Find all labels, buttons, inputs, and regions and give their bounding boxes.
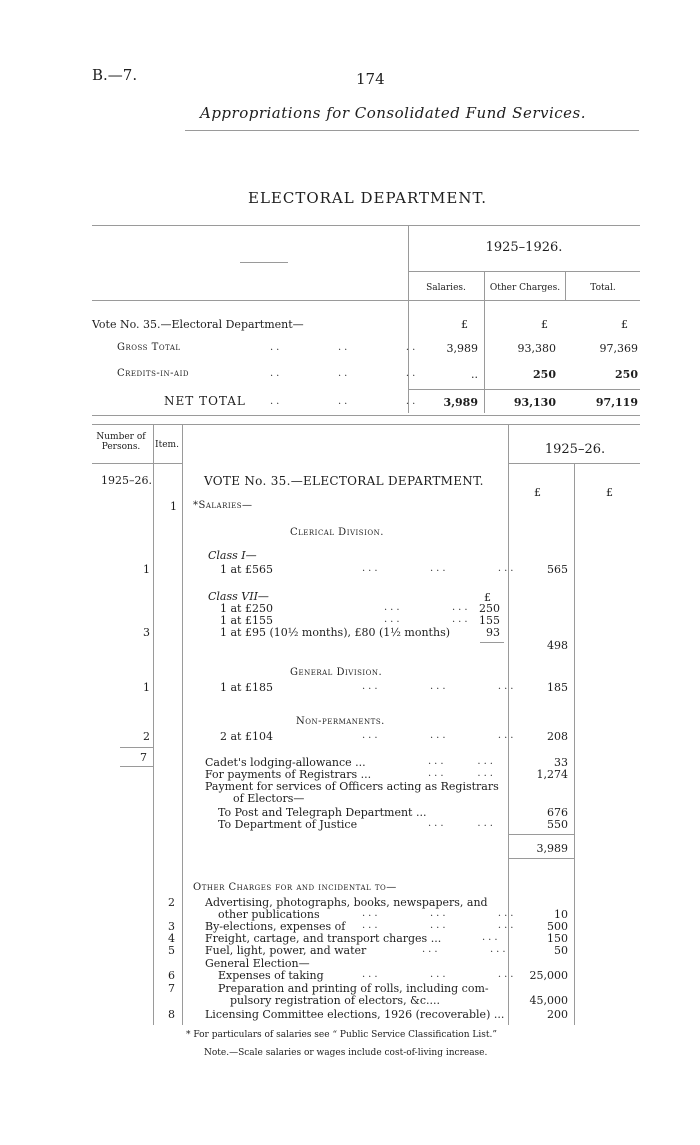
summary-year-rule	[408, 271, 640, 272]
other-item-number: 7	[168, 982, 175, 995]
salaries-total: 3,989	[536, 842, 568, 855]
detail-col-item: Item.	[155, 440, 179, 450]
general-heading: General Division.	[290, 667, 383, 678]
summary-bottom-rule	[92, 415, 640, 416]
summary-cell: 93,130	[513, 396, 556, 409]
summary-cell: 97,119	[595, 396, 638, 409]
misc-line: of Electors—	[233, 792, 305, 805]
other-item-text: General Election—	[205, 957, 310, 970]
summary-cell: ..	[471, 368, 478, 381]
summary-cell: 97,369	[599, 342, 638, 355]
class7-persons: 3	[143, 626, 150, 639]
summary-head-rule	[92, 300, 640, 301]
detail-divider-amount	[508, 424, 509, 1025]
detail-col-year: 1925–26.	[544, 442, 606, 457]
other-item-number: 4	[168, 932, 175, 945]
other-item-text: Advertising, photographs, books, newspapers, and	[205, 896, 488, 909]
misc-line: Cadet's lodging-allowance ...	[205, 756, 366, 769]
summary-col-salaries: Salaries.	[426, 283, 466, 293]
other-item-amount: 10	[554, 908, 568, 921]
summary-row-label: Credits-in-aid	[117, 368, 189, 379]
clerical-heading: Clerical Division.	[290, 527, 384, 538]
other-item-text: Fuel, light, power, and water	[205, 944, 367, 957]
nonperm-persons: 2	[143, 730, 150, 743]
class1-label: Class I—	[208, 549, 257, 562]
misc-line: To Department of Justice	[218, 818, 358, 831]
salaries-total-rule	[508, 858, 574, 859]
summary-cell: 250	[615, 368, 638, 381]
misc-line: Payment for services of Officers acting as Registrars	[205, 780, 499, 793]
summary-year: 1925–1926.	[485, 240, 563, 255]
summary-net-rule	[408, 389, 640, 390]
detail-currency-left: £	[534, 486, 541, 499]
summary-currency-total: £	[621, 318, 628, 331]
summary-row-label: Gross Total	[117, 342, 181, 353]
class7-currency: £	[484, 591, 491, 604]
persons-total-rule	[120, 766, 153, 767]
summary-cell: 250	[533, 368, 556, 381]
class7-line: 1 at £250	[220, 602, 273, 615]
other-item-number: 2	[168, 896, 175, 909]
summary-cell: 93,380	[517, 342, 556, 355]
misc-amount: 1,274	[536, 768, 568, 781]
general-persons: 1	[143, 681, 150, 694]
nonperm-amount: 208	[547, 730, 568, 743]
class1-line: 1 at £565	[220, 563, 273, 576]
page-subtitle: Appropriations for Consolidated Fund Services.	[200, 104, 587, 122]
summary-row-label: NET TOTAL	[164, 394, 246, 408]
class7-sum-rule	[480, 642, 504, 643]
summary-top-rule	[92, 225, 640, 226]
detail-divider-number	[153, 424, 154, 1025]
detail-divider-subtotal	[574, 463, 575, 1025]
note: Note.—Scale salaries or wages include cost-of-living increase.	[204, 1048, 488, 1058]
class1-persons: 1	[143, 563, 150, 576]
detail-year-left: 1925–26.	[101, 474, 152, 487]
other-item-text: Preparation and printing of rolls, including com-	[218, 982, 489, 995]
misc-line: For payments of Registrars ...	[205, 768, 372, 781]
summary-col-total: Total.	[590, 283, 616, 293]
other-item-text: other publications	[218, 908, 320, 921]
detail-divider-item	[182, 424, 183, 1025]
other-item-number: 8	[168, 1008, 175, 1021]
department-title: ELECTORAL DEPARTMENT.	[248, 189, 488, 207]
general-amount: 185	[547, 681, 568, 694]
class7-label: Class VII—	[208, 590, 269, 603]
misc-amount: 33	[554, 756, 568, 769]
other-item-amount: 45,000	[529, 994, 568, 1007]
class1-amount: 565	[547, 563, 568, 576]
other-item-text: Expenses of taking	[218, 969, 324, 982]
detail-col-number: Number of Persons.	[96, 432, 146, 452]
other-item-amount: 50	[554, 944, 568, 957]
misc-line: To Post and Telegraph Department ...	[218, 806, 427, 819]
class7-line-amount: 250	[479, 602, 500, 615]
summary-cell: 3,989	[443, 396, 478, 409]
other-item-number: 5	[168, 944, 175, 957]
class7-line: 1 at £155	[220, 614, 273, 627]
class7-line-amount: 93	[486, 626, 500, 639]
summary-vote-label: Vote No. 35.—Electoral Department—	[92, 318, 304, 331]
class7-line-amount: 155	[479, 614, 500, 627]
other-item-amount: 150	[547, 932, 568, 945]
header-rule	[185, 130, 639, 131]
detail-top-rule	[92, 424, 640, 425]
other-item-text: pulsory registration of electors, &c....	[230, 994, 440, 1007]
misc-amount: 550	[547, 818, 568, 831]
page-number: 174	[356, 70, 385, 88]
detail-currency-right: £	[606, 486, 613, 499]
summary-currency-other: £	[541, 318, 548, 331]
document-code: B.—7.	[92, 66, 138, 84]
other-item-amount: 25,000	[529, 969, 568, 982]
summary-col-other: Other Charges.	[489, 283, 561, 293]
other-item-text: By-elections, expenses of	[205, 920, 346, 933]
nonperm-heading: Non-permanents.	[296, 716, 385, 727]
general-line: 1 at £185	[220, 681, 273, 694]
other-item-amount: 500	[547, 920, 568, 933]
persons-sum-rule	[120, 747, 153, 748]
class7-total: 498	[547, 639, 568, 652]
other-item-text: Freight, cartage, and transport charges ...	[205, 932, 442, 945]
other-item-number: 6	[168, 969, 175, 982]
summary-currency-salaries: £	[461, 318, 468, 331]
salaries-sum-rule	[508, 834, 574, 835]
other-item-amount: 200	[547, 1008, 568, 1021]
nonperm-line: 2 at £104	[220, 730, 273, 743]
total-persons: 7	[140, 751, 147, 764]
detail-head-rule-left	[92, 463, 182, 464]
salaries-item: 1	[170, 500, 177, 513]
summary-stub-dash	[240, 262, 288, 263]
other-heading: Other Charges for and incidental to—	[193, 882, 397, 893]
misc-amount: 676	[547, 806, 568, 819]
summary-cell: 3,989	[446, 342, 478, 355]
other-item-text: Licensing Committee elections, 1926 (recoverable) ...	[205, 1008, 505, 1021]
class7-line: 1 at £95 (10½ months), £80 (1½ months)	[220, 626, 451, 639]
salaries-label: *Salaries—	[193, 500, 253, 511]
other-item-number: 3	[168, 920, 175, 933]
detail-vote-title: VOTE No. 35.—ELECTORAL DEPARTMENT.	[204, 474, 484, 488]
footnote: * For particulars of salaries see “ Public Service Classification List.”	[186, 1030, 497, 1040]
